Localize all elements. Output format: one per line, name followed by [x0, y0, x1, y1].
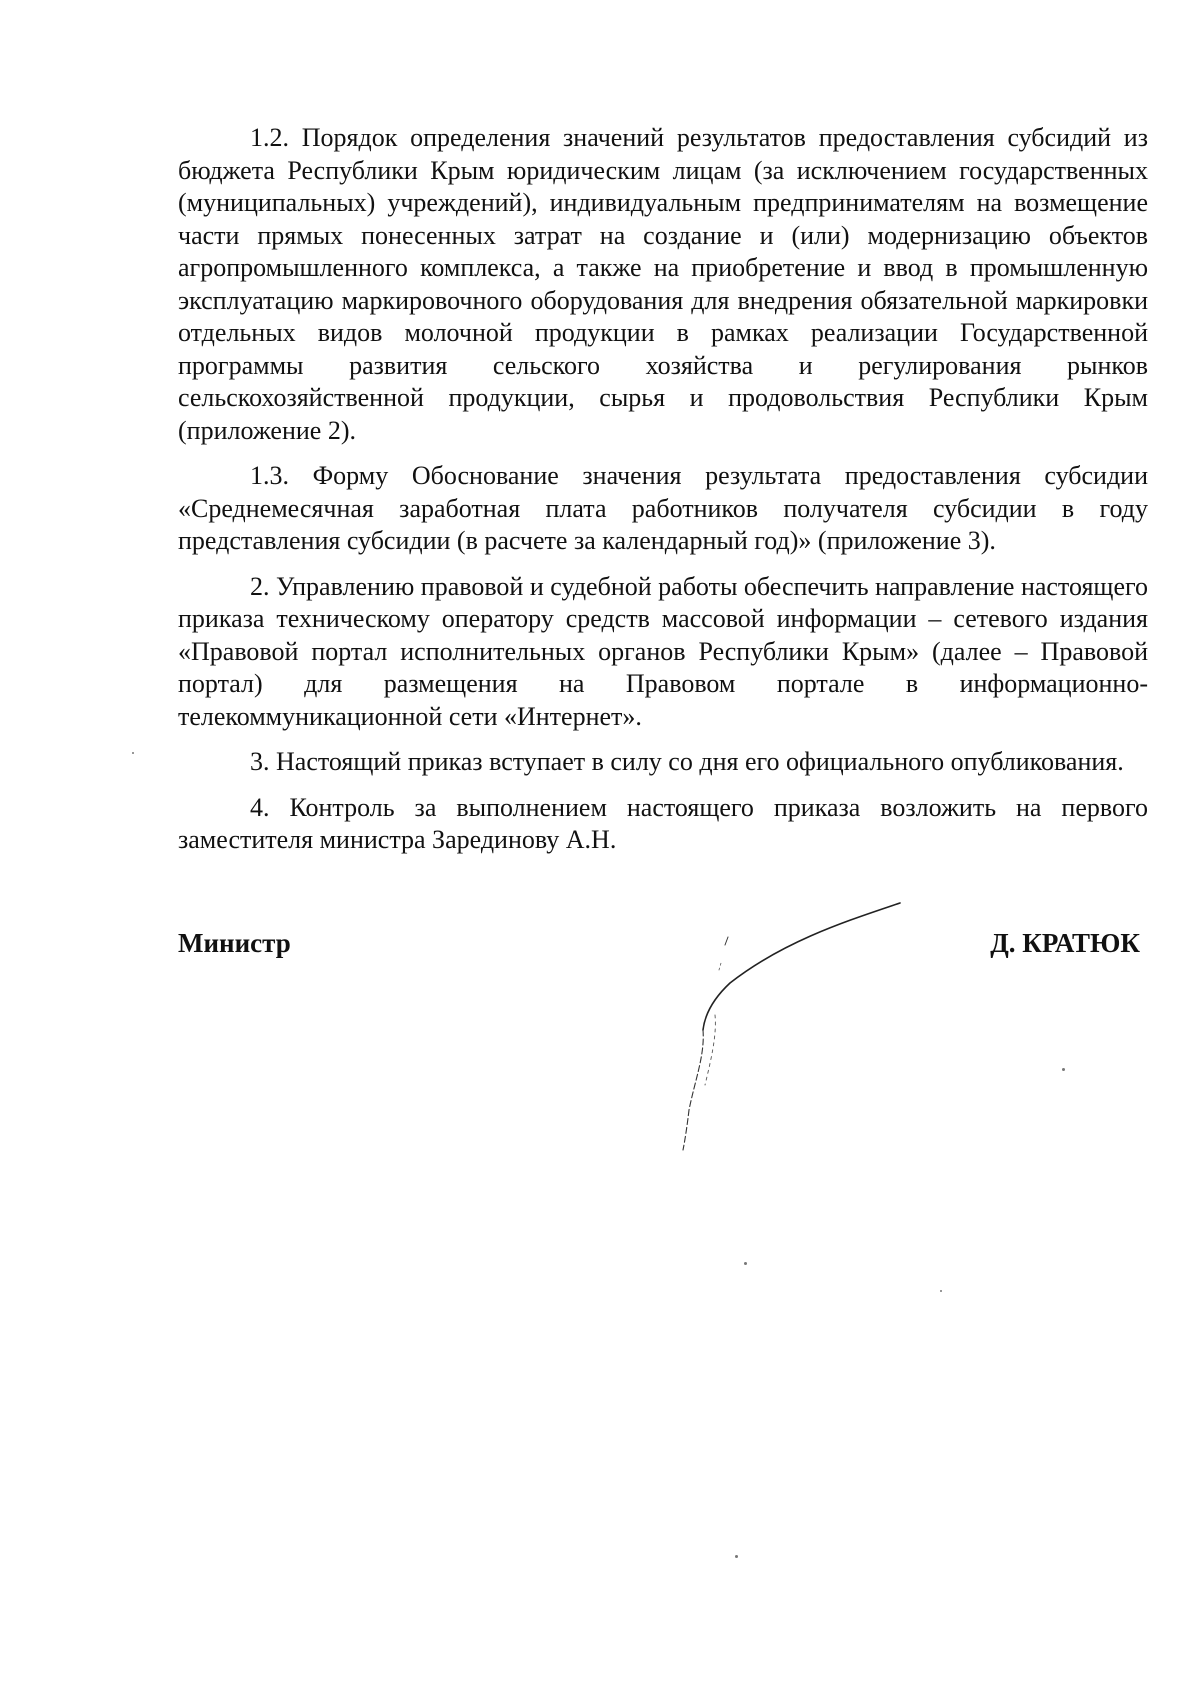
- scan-speck: [1062, 1068, 1065, 1071]
- paragraph-4: 4. Контроль за выполнением настоящего приказа возложить на первого заместителя министра Зарединову А.Н.: [178, 792, 1148, 854]
- scan-speck: [735, 1555, 738, 1558]
- position-title: Министр: [178, 928, 291, 958]
- scan-speck: [132, 752, 134, 754]
- document-body: [178, 122, 1148, 870]
- paragraph-3: 3. Настоящий приказ вступает в силу со дня его официального опубликования.: [250, 747, 1124, 776]
- paragraph-2: 2. Управлению правовой и судебной работы обеспечить направление настоящего приказа техническому оператору средств массовой информации – сетевого издания «Правовой портал исполнительных органов Республики Крым» (далее – Правовой портал) для размещения на Правовом портале в информационно-телекоммуникационной сети «Интернет».: [178, 571, 1148, 731]
- signatory-name: Д. КРАТЮК: [990, 928, 1140, 958]
- paragraph-1-2: 1.2. Порядок определения значений результатов предоставления субсидий из бюджета Республики Крым юридическим лицам (за исключением государственных (муниципальных) учреждений), индивидуальным предпринимателям на возмещение части прямых понесенных затрат на создание и (или) модернизацию объектов агропромышленного комплекса, а также на приобретение и ввод в промышленную эксплуатацию маркировочного оборудования для внедрения обязательной маркировки отдельных видов молочной продукции в рамках реализации Государственной программы развития сельского хозяйства и регулирования рынков сельскохозяйственной продукции, сырья и продовольствия Республики Крым (приложение 2).: [178, 123, 1148, 445]
- scan-speck: [744, 1262, 747, 1265]
- scan-speck: [940, 1290, 942, 1292]
- paragraph-1-3: 1.3. Форму Обоснование значения результата предоставления субсидии «Среднемесячная заработная плата работников получателя субсидии в году представления субсидии (в расчете за календарный год)» (приложение 3).: [178, 461, 1148, 555]
- handwritten-signature: [675, 895, 915, 1155]
- signature-block: [178, 928, 1140, 968]
